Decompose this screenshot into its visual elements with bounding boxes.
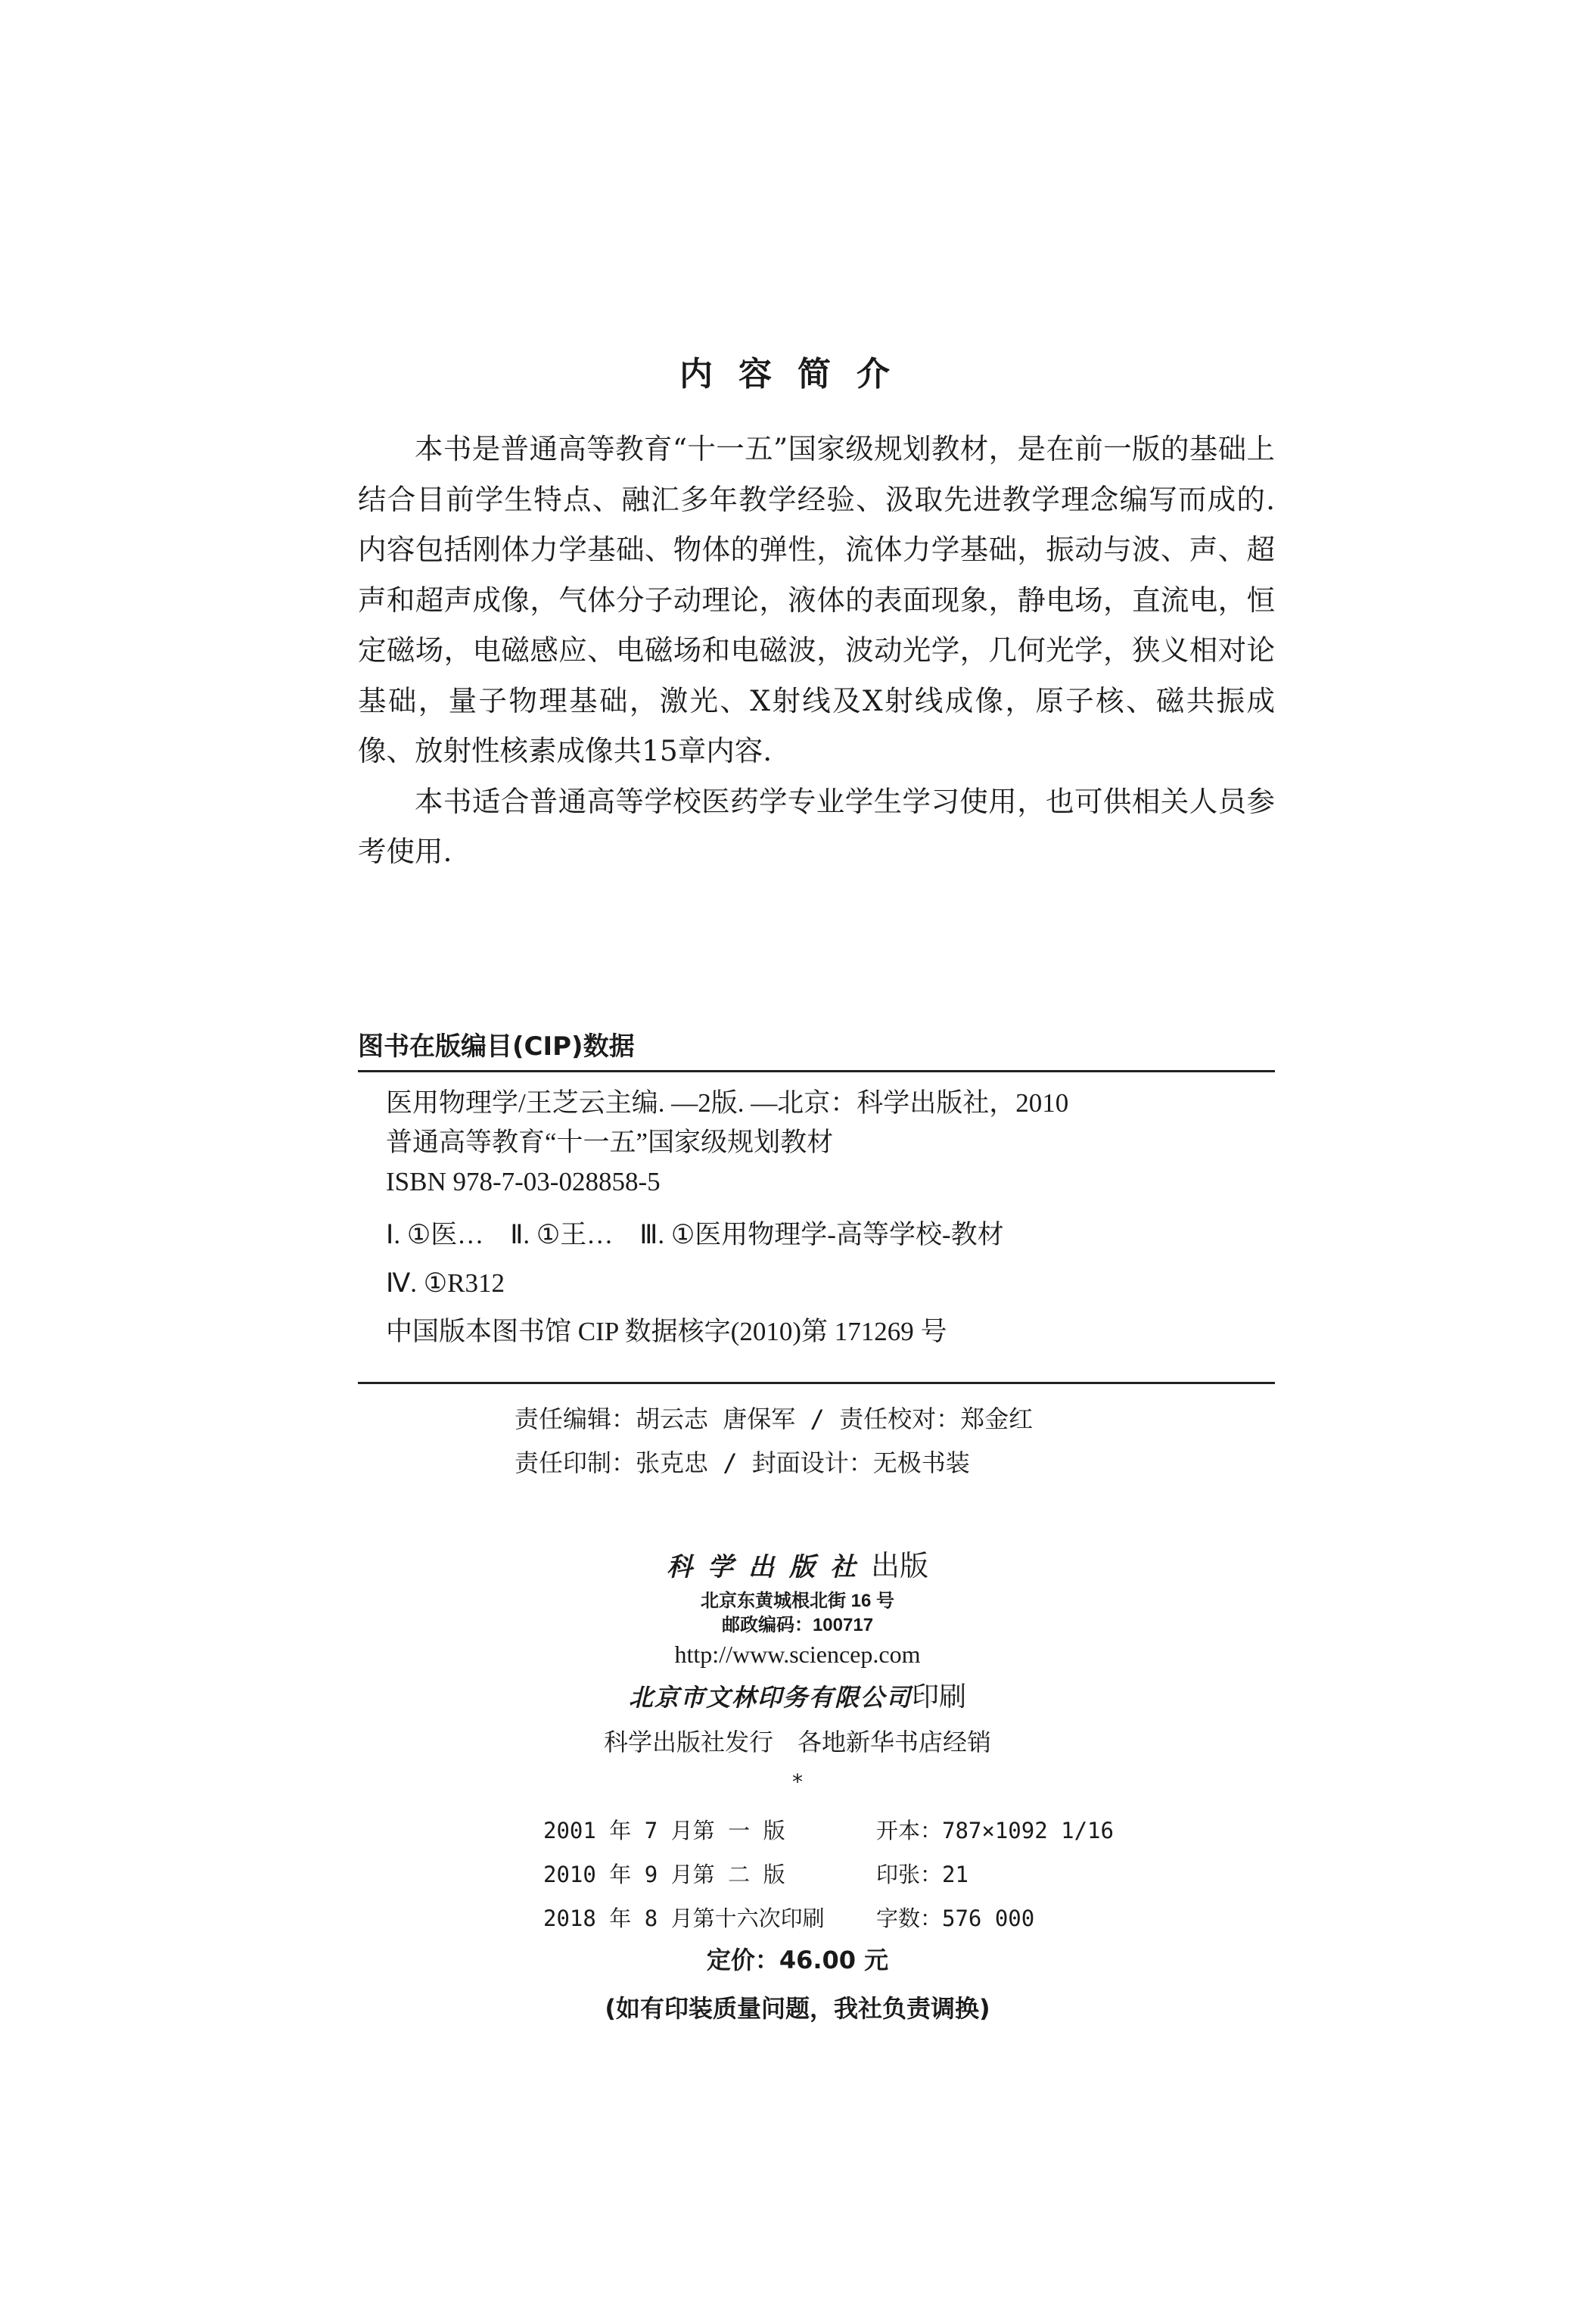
price-label: 定价：46.00 元 (706, 1946, 889, 1974)
publisher-suffix: 出版 (870, 1551, 928, 1582)
printer-name: 北京市文林印务有限公司 (628, 1683, 912, 1712)
editions-table (543, 1809, 1114, 1940)
edition-date: 2001 年 7 月第 一 版 (543, 1818, 785, 1843)
distribution-line: 科学出版社发行 各地新华书店经销 (603, 1728, 991, 1756)
publisher-line (0, 1544, 1595, 1589)
summary-paragraph: 本书是普通高等教育“十一五”国家级规划教材，是在前一版的基础上结合目前学生特点、融汇多年教学经验、汲取先进教学理念编写而成的. 内容包括刚体力学基础、物体的弹性，流体力学基础，振动与波、声、超声和超声成像，气体分子动理论，液体的表面现象，静电场，直流电，恒定磁场，电磁感应、电磁场和电磁波，波动光学，几何光学，狭义相对论基础，量子物理基础，激光、X射线及X射线成像，原子核、磁共振成像、放射性核素成像共15章内容. (358, 432, 1275, 767)
edition-date: 2018 年 8 月第十六次印刷 (543, 1906, 825, 1931)
edition-row (543, 1896, 1114, 1940)
edition-spec: 印张：21 (876, 1862, 969, 1887)
cip-title: 图书在版编目(CIP)数据 (358, 1031, 635, 1062)
summary-title: 内容简介 (679, 355, 916, 394)
printer-suffix: 印刷 (912, 1682, 967, 1712)
publisher-postcode: 邮政编码：100717 (721, 1615, 874, 1635)
cip-line-classification: Ⅳ. ①R312 (386, 1268, 505, 1298)
cip-top-rule (358, 1070, 1275, 1072)
editors-block (515, 1397, 1033, 1485)
edition-row (543, 1809, 1114, 1853)
publisher-name: 科学出版社 (666, 1552, 871, 1582)
edition-spec: 开本：787×1092 1/16 (876, 1818, 1114, 1843)
imprint-block (0, 1544, 1595, 1797)
edition-spec: 字数：576 000 (876, 1906, 1035, 1931)
cip-line-series: 普通高等教育“十一五”国家级规划教材 (386, 1128, 834, 1157)
cip-data-block (386, 1084, 1271, 1352)
production-line: 责任印制：张克忠 / 封面设计：无极书装 (515, 1448, 970, 1477)
summary-body (358, 424, 1275, 877)
publisher-address: 北京东黄城根北街 16 号 (700, 1591, 895, 1611)
edition-date: 2010 年 9 月第 二 版 (543, 1862, 785, 1887)
printer-line (0, 1675, 1595, 1714)
separator-star: * (792, 1769, 803, 1794)
cip-bottom-rule (358, 1382, 1275, 1384)
cip-line-record-number: 中国版本图书馆 CIP 数据核字(2010)第 171269 号 (386, 1317, 947, 1346)
cip-line-isbn: ISBN 978-7-03-028858-5 (386, 1167, 661, 1196)
edition-row (543, 1853, 1114, 1896)
quality-note: (如有印装质量问题，我社负责调换) (605, 1994, 990, 2023)
cip-line-title-info: 医用物理学/王芝云主编. —2版. —北京：科学出版社，2010 (386, 1088, 1069, 1118)
publisher-url: http://www.sciencep.com (674, 1641, 921, 1668)
editors-line: 责任编辑：胡云志 唐保军 / 责任校对：郑金红 (515, 1405, 1034, 1433)
summary-paragraph: 本书适合普通高等学校医药学专业学生学习使用，也可供相关人员参考使用. (358, 784, 1275, 868)
cip-line-subjects: Ⅰ. ①医… Ⅱ. ①王… Ⅲ. ①医用物理学-高等学校-教材 (386, 1220, 1004, 1249)
